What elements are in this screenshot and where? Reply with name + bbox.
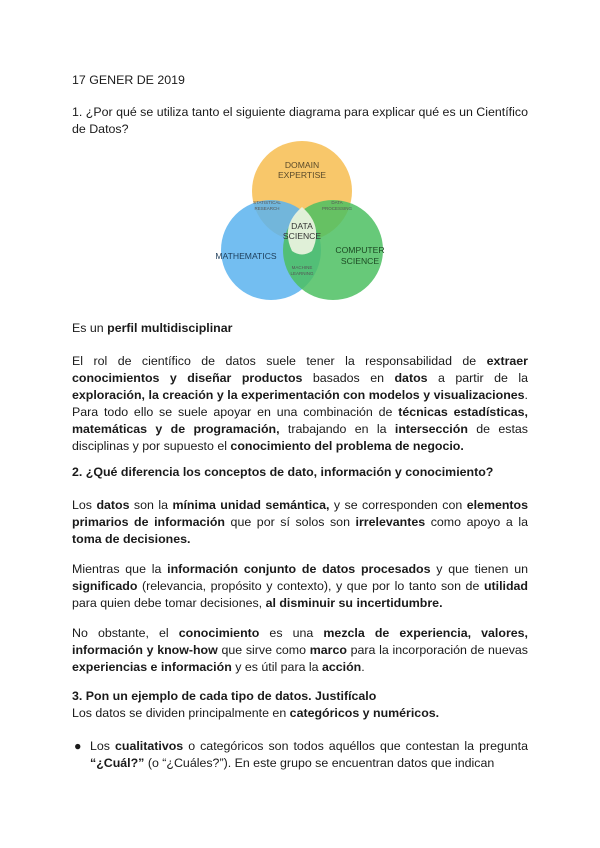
p3-run: utilidad <box>483 579 528 593</box>
p3-run: Mientras que la <box>72 562 168 576</box>
p1-run: a partir de la <box>427 371 528 385</box>
p1-run: basados en <box>302 371 395 385</box>
p1-run: . Para todo ello se suele apoyar en una combinación de <box>72 388 528 419</box>
p1-run: técnicas estadísticas, matemáticas y de programación, <box>72 405 529 436</box>
bullet-dot: ● <box>74 739 82 753</box>
p3-run: significado <box>72 579 138 593</box>
answer-1 <box>72 320 528 337</box>
p2-run: elementos primarios de información <box>72 498 529 529</box>
p3-run: información conjunto de datos procesados <box>167 562 431 576</box>
p2-run: datos <box>96 498 130 512</box>
p3-run: y que tienen un <box>430 562 528 576</box>
cs-label-2: SCIENCE <box>340 256 380 266</box>
p6-run: o categóricos son todos aquéllos que contestan la pregunta <box>183 739 528 753</box>
p1-run: El rol de científico de datos suele tener la responsabilidad de <box>72 354 487 368</box>
question-2 <box>72 464 528 481</box>
question-1: 1. ¿Por qué se utiliza tanto el siguiente diagrama para explicar qué es un Científico de Datos? <box>72 105 528 136</box>
center-label-1: DATA <box>291 221 313 231</box>
answer-1-bold: perfil multidisciplinar <box>107 321 233 335</box>
p1-run: conocimiento del problema de negocio. <box>230 439 464 453</box>
p4-run: marco <box>309 643 347 657</box>
p2-run: que por sí solos son <box>224 515 356 529</box>
p6-run: “¿Cuál?” <box>90 756 145 770</box>
p3-run: (relevancia, propósito y contexto), y que por lo tanto son de <box>137 579 484 593</box>
center-label-2: SCIENCE <box>282 231 322 241</box>
p3-run: al disminuir su incertidumbre. <box>265 596 443 610</box>
ml-label-1: MACHINE <box>291 265 313 270</box>
p4-run: experiencias e información <box>72 660 232 674</box>
p2-run: irrelevantes <box>355 515 426 529</box>
p6-run: (o “¿Cuáles?”). En este grupo se encuentran datos que indican <box>144 756 495 770</box>
p6-run: cualitativos <box>115 739 184 753</box>
cs-label-1: COMPUTER <box>335 245 385 255</box>
p4-run: es una <box>259 626 324 640</box>
paragraph-5 <box>72 705 528 722</box>
paragraph-2 <box>72 497 528 548</box>
p4-run: y es útil para la <box>231 660 322 674</box>
document-date: 17 GENER DE 2019 <box>72 73 185 87</box>
p1-run: de estas disciplinas y por supuesto el <box>72 422 528 453</box>
p2-run: son la <box>129 498 173 512</box>
paragraph-3 <box>72 561 528 612</box>
p2-run: y se corresponden con <box>329 498 467 512</box>
p4-run: acción <box>322 660 362 674</box>
p1-run: exploración, la creación y la experimentación con modelos y visualizaciones <box>72 388 525 402</box>
p5-run: categóricos y numéricos. <box>289 706 440 720</box>
stat-label-2: RESEARCH <box>254 206 280 211</box>
domain-label-1: DOMAIN <box>284 160 320 170</box>
p2-run: como apoyo a la <box>425 515 529 529</box>
p1-run: extraer conocimientos y diseñar productos <box>72 354 528 385</box>
answer-1-lead: Es un <box>72 321 108 335</box>
p5-run: Los datos se dividen principalmente en <box>72 706 290 720</box>
p4-run: conocimiento <box>178 626 260 640</box>
p4-run: . <box>361 660 365 674</box>
proc-label-2: PROCESSING <box>321 206 353 211</box>
p4-run: que sirve como <box>217 643 310 657</box>
p4-run: No obstante, el <box>72 626 179 640</box>
proc-label-1: DATA <box>331 200 343 205</box>
domain-label-2: EXPERTISE <box>277 170 327 180</box>
p2-run: toma de decisiones. <box>72 532 191 546</box>
p1-run: trabajando en la <box>279 422 395 436</box>
venn-diagram <box>212 138 392 306</box>
p3-run: para quien debe tomar decisiones, <box>72 596 266 610</box>
p2-run: Los <box>72 498 97 512</box>
p4-run: para la incorporación de nuevas <box>346 643 528 657</box>
stat-label-1: STATISTICAL <box>253 200 281 205</box>
ml-label-2: LEARNING <box>290 271 314 276</box>
paragraph-4 <box>72 625 528 676</box>
bullet-item-1 <box>74 738 528 772</box>
question-3-text: 3. Pon un ejemplo de cada tipo de datos. Justifícalo <box>72 689 377 703</box>
paragraph-1 <box>72 353 528 455</box>
p6-run: Los <box>90 739 115 753</box>
paragraph-6 <box>90 739 528 770</box>
question-3 <box>72 688 528 705</box>
p4-run: mezcla de experiencia, valores, información y know-how <box>72 626 528 657</box>
p1-run: datos <box>394 371 428 385</box>
question-2-text: 2. ¿Qué diferencia los conceptos de dato, información y conocimiento? <box>72 465 494 479</box>
p1-run: intersección <box>394 422 468 436</box>
p2-run: mínima unidad semántica, <box>172 498 330 512</box>
math-label: MATHEMATICS <box>215 251 277 261</box>
